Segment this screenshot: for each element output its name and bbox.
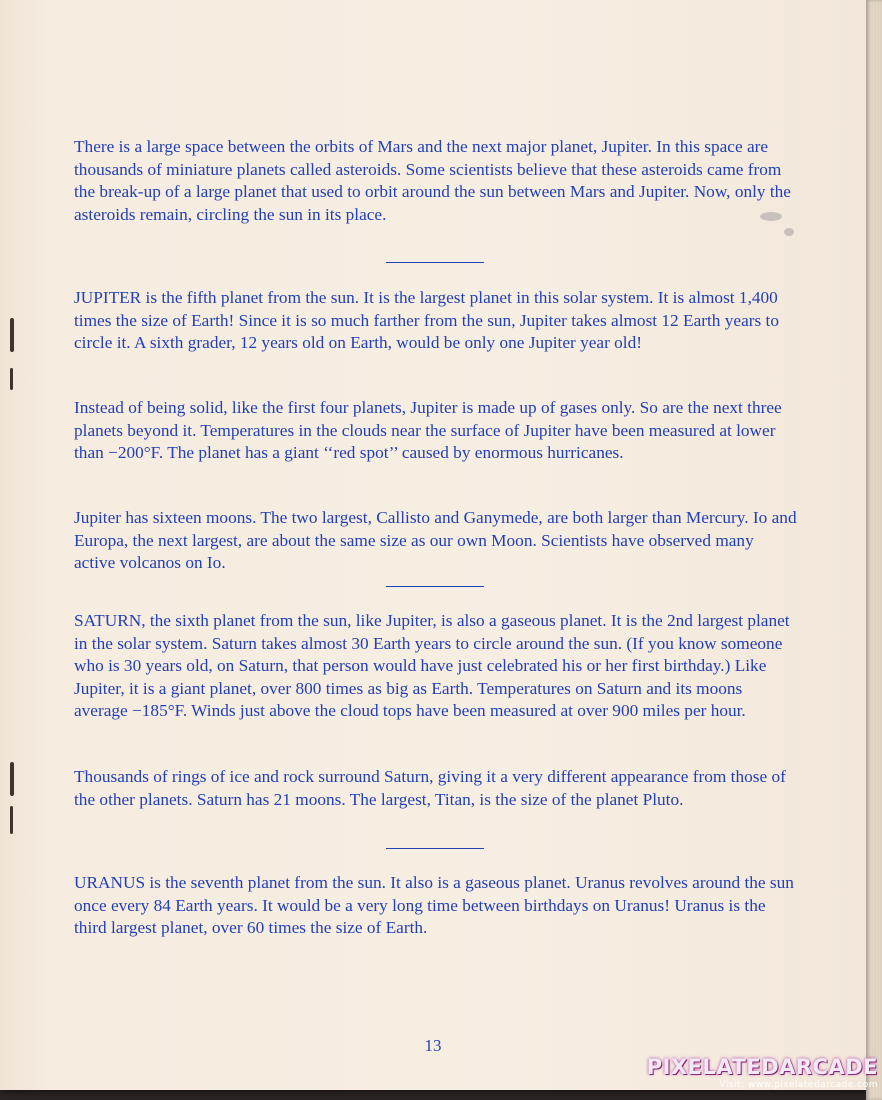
binding-staple — [10, 368, 13, 390]
paragraph-text: JUPITER is the fifth planet from the sun. It is the largest planet in this solar system. It is almost 1,400 times the size of Earth! Since it is so much farther from the sun, Jupiter takes almost 12 Earth years to circle it. A sixth grader, 12 years old on Earth, would be only one Jupiter year old! — [74, 288, 779, 353]
paragraph-jupiter-intro — [74, 287, 798, 355]
paragraph-saturn-rings — [74, 766, 798, 811]
watermark-title: PIXELATEDARCADE — [646, 1055, 878, 1079]
section-divider — [386, 848, 484, 849]
paragraph-text: SATURN, the sixth planet from the sun, like Jupiter, is also a gaseous planet. It is the 2nd largest planet in the solar system. Saturn takes almost 30 Earth years to circle around the sun. (If you know someone who is 30 years old, on Saturn, that person would have just celebrated his or her first birthday.) Like Jupiter, it is a giant planet, over 800 times as big as Earth. Temperatures on Saturn and its moons average −185°F. Winds just above the cloud tops have been measured at over 900 miles per hour. — [74, 611, 790, 721]
ink-smudge — [784, 228, 794, 236]
paragraph-text: Instead of being solid, like the first four planets, Jupiter is made up of gases only. So are the next three planets beyond it. Temperatures in the clouds near the surface of Jupiter have been measured at lower than −200°F. The planet has a giant ‘‘red spot’’ caused by enormous hurricanes. — [74, 398, 782, 463]
paragraph-uranus — [74, 872, 798, 940]
site-watermark — [647, 1055, 878, 1090]
binding-staple — [10, 806, 13, 834]
paragraph-text: Jupiter has sixteen moons. The two largest, Callisto and Ganymede, are both larger than Mercury. Io and Europa, the next largest, are about the same size as our own Moon. Scientists have observed many active volcanos on Io. — [74, 508, 797, 573]
paragraph-text: Thousands of rings of ice and rock surround Saturn, giving it a very different appearance from those of the other planets. Saturn has 21 moons. The largest, Titan, is the size of the planet Pluto. — [74, 767, 786, 809]
paragraph-text: URANUS is the seventh planet from the sun. It also is a gaseous planet. Uranus revolves around the sun once every 84 Earth years. It would be a very long time between birthdays on Uranus! Uranus is the third largest planet, over 60 times the size of Earth. — [74, 873, 794, 938]
paragraph-saturn-intro — [74, 610, 798, 723]
page-number: 13 — [424, 1036, 442, 1055]
section-divider — [386, 586, 484, 587]
paragraph-asteroids — [74, 136, 798, 226]
paragraph-jupiter-gases — [74, 397, 798, 465]
paragraph-jupiter-moons — [74, 507, 798, 575]
binding-staple — [10, 762, 14, 796]
page-stack-edge — [866, 0, 882, 1100]
section-divider — [386, 262, 484, 263]
watermark-url: Visit: www.pixelatedarcade.com — [719, 1080, 878, 1090]
paragraph-text: There is a large space between the orbits of Mars and the next major planet, Jupiter. In this space are thousands of miniature planets called asteroids. Some scientists believe that these asteroids came from the break-up of a large planet that used to orbit around the sun between Mars and Jupiter. Now, only the asteroids remain, circling the sun in its place. — [74, 137, 791, 224]
binding-staple — [10, 318, 14, 352]
